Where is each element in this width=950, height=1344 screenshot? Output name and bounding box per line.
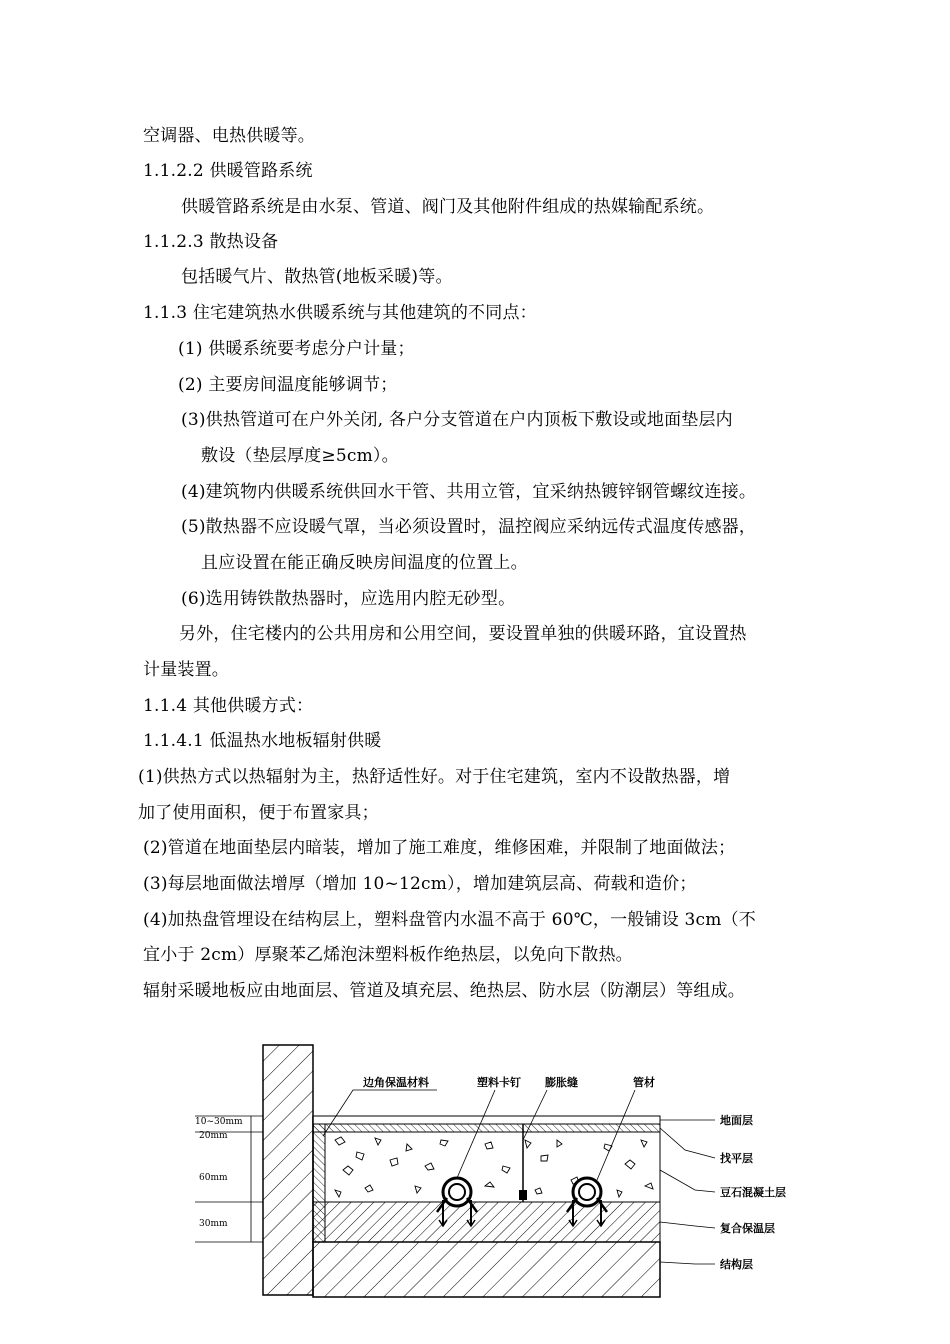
label-pipe: 管材 [633,1076,655,1089]
label-expansion-joint: 膨胀缝 [545,1076,578,1089]
edge-insulation [313,1124,325,1242]
list-item-continuation: 加了使用面积，便于布置家具； [138,803,379,823]
list-item-continuation: 且应设置在能正确反映房间温度的位置上。 [201,553,528,573]
wall [263,1045,313,1295]
paragraph: 包括暖气片、散热管(地板采暖)等。 [181,267,453,287]
paragraph: 供暖管路系统是由水泵、管道、阀门及其他附件组成的热媒输配系统。 [181,197,715,217]
list-item: (1)供热方式以热辐射为主，热舒适性好。对于住宅建筑，室内不设散热器，增 [138,767,731,787]
label-leveling-layer: 找平层 [720,1152,753,1165]
label-structure-layer: 结构层 [720,1258,753,1271]
floor-layer [313,1116,660,1124]
section-heading: 1.1.2.3 散热设备 [143,232,279,252]
label-insulation-layer: 复合保温层 [720,1222,775,1235]
insulation-layer [313,1202,660,1242]
structure-slab [313,1242,660,1297]
section-heading: 1.1.3 住宅建筑热水供暖系统与其他建筑的不同点： [143,303,537,323]
list-item: (1) 供暖系统要考虑分户计量； [178,339,415,359]
dimension-label: 20mm [199,1131,228,1141]
list-item: (3)供热管道可在户外关闭, 各户分支管道在户内顶板下敷设或地面垫层内 [181,410,733,430]
floor-heating-section-diagram [185,1040,805,1300]
list-item: (3)每层地面做法增厚（增加 10~12cm），增加建筑层高、荷载和造价； [143,874,697,894]
section-heading: 1.1.4 其他供暖方式： [143,696,314,716]
dimension-label: 30mm [199,1219,228,1229]
list-item-continuation: 敷设（垫层厚度≥5cm）。 [201,446,399,466]
section-heading: 1.1.2.2 供暖管路系统 [143,161,313,181]
label-edge-insulation: 边角保温材料 [363,1076,429,1089]
list-item: (2) 主要房间温度能够调节； [178,375,398,395]
list-item: (2)管道在地面垫层内暗装，增加了施工难度，维修困难，并限制了地面做法； [143,838,736,858]
list-item: (4)加热盘管埋设在结构层上，塑料盘管内水温不高于 60℃，一般铺设 3cm（不 [143,910,756,930]
label-floor-layer: 地面层 [720,1114,753,1127]
list-item: (4)建筑物内供暖系统供回水干管、共用立管，宜采纳热镀锌钢管螺纹连接。 [181,482,757,502]
list-item: (6)选用铸铁散热器时，应选用内腔无砂型。 [181,589,516,609]
paragraph-continuation: 计量装置。 [143,660,229,680]
label-concrete-layer: 豆石混凝土层 [720,1186,786,1199]
paragraph: 辐射采暖地板应由地面层、管道及填充层、绝热层、防水层（防潮层）等组成。 [143,981,745,1001]
label-plastic-clip: 塑料卡钉 [477,1076,521,1089]
list-item-continuation: 宜小于 2cm）厚聚苯乙烯泡沫塑料板作绝热层，以免向下散热。 [143,945,633,965]
paragraph: 空调器、电热供暖等。 [143,126,315,146]
concrete-layer [325,1132,660,1202]
paragraph: 另外，住宅楼内的公共用房和公用空间，要设置单独的供暖环路，宜设置热 [179,624,747,644]
leveling-layer [313,1124,660,1132]
dimension-label: 10~30mm [195,1117,243,1127]
list-item: (5)散热器不应设暖气罩，当必须设置时，温控阀应采纳远传式温度传感器， [181,517,757,537]
dimension-label: 60mm [199,1173,228,1183]
section-heading: 1.1.4.1 低温热水地板辐射供暖 [143,731,382,751]
